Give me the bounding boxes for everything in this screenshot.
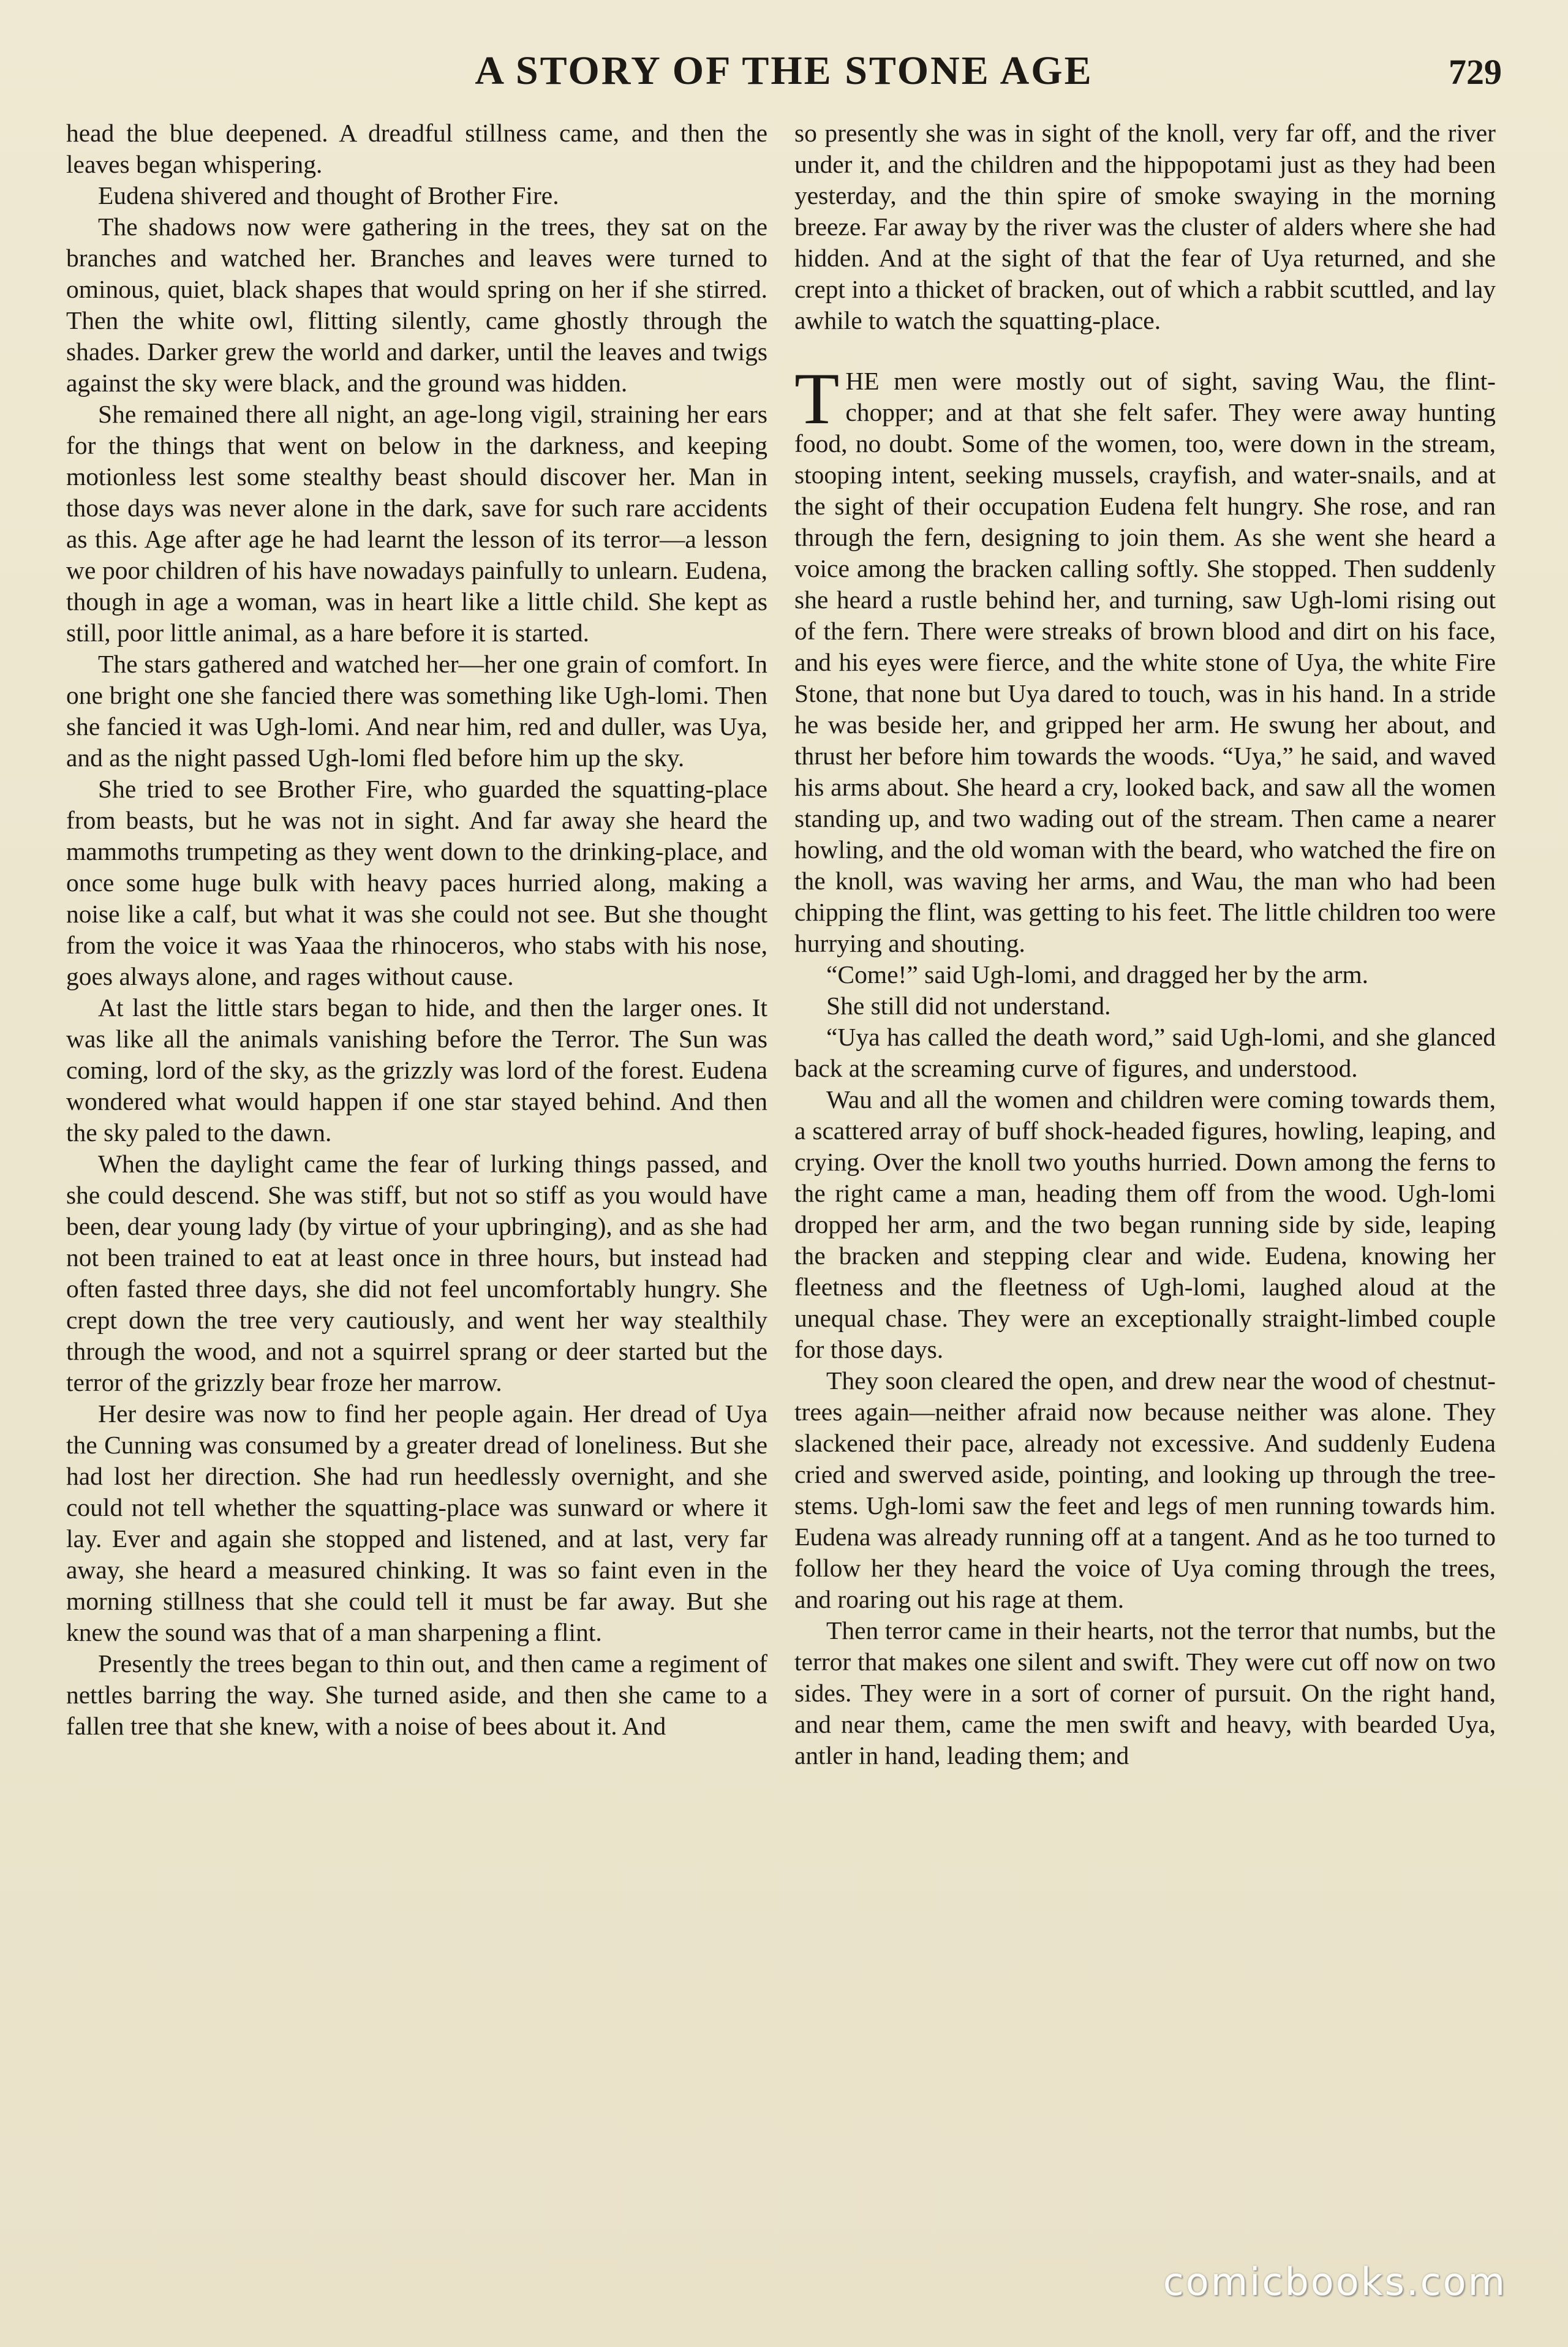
paragraph: “Come!” said Ugh-lomi, and dragged her by the arm. <box>826 960 1369 989</box>
paragraph: Then terror came in their hearts, not the terror that numbs, but the terror that makes one silent and swift. They were cut off now on two sides. They were in a sort of corner of pursuit. On the right hand, and near them, came the men swift and heavy, with bearded Uya, antler in hand, leading them; and <box>794 1616 1496 1769</box>
paragraph: At last the little stars began to hide, and then the larger ones. It was like all the animals vanishing before the Terror. The Sun was coming, lord of the sky, as the grizzly was lord of the forest. Eudena wondered what would happen if one star stayed behind. And then the sky paled to the dawn. <box>66 993 767 1147</box>
paragraph: She still did not understand. <box>826 992 1111 1020</box>
paragraph: She remained there all night, an age-long vigil, straining her ears for the things that went on below in the darkness, and keeping motionless lest some stealthy beast should discover her. Man in those days was never alone in the dark, save for such rare accidents as this. Age after age he had learnt the lesson of its terror—a lesson we poor children of his have nowadays painfully to unlearn. Eudena, though in age a woman, was in heart like a little child. She kept as still, poor little animal, as a hare before it is started. <box>66 400 767 647</box>
drop-cap: T <box>794 358 840 439</box>
paragraph: Her desire was now to find her people again. Her dread of Uya the Cunning was consumed by a greater dread of loneliness. But she had lost her direction. She had run heedlessly overnight, and she could not tell whether the squatting-place was sunward or where it lay. Ever and again she stopped and listened, and at last, very far away, she heard a measured chinking. It was so faint even in the morning stillness that she could tell it must be far away. But she knew the sound was that of a man sharpening a flint. <box>66 1400 767 1646</box>
paragraph: The shadows now were gathering in the trees, they sat on the branches and watched her. Branches and leaves were turned to ominous, quiet, black shapes that would spring on her if she stirred. Then the white owl, flitting silently, came ghostly through the shades. Darker grew the world and darker, until the leaves and twigs against the sky were black, and the ground was hidden. <box>66 213 767 397</box>
paragraph: She tried to see Brother Fire, who guarded the squatting-place from beasts, but he was not in sight. And far away she heard the mammoths trumpeting as they went down to the drinking-place, and once some huge bulk with heavy paces hurried along, making a noise like a calf, but what it was she could not see. But she thought from the voice it was Yaaa the rhinoceros, who stabs with his nose, goes always alone, and rages without cause. <box>66 775 767 990</box>
section-opening-text: HE men were mostly out of sight, saving Wau, the flint-chopper; and at that she felt safer. They were away hunting food, no doubt. Some of the women, too, were down in the stream, stooping intent, seeking mussels, crayfish, and water-snails, and at the sight of their occupation Eudena felt hungry. She rose, and ran through the fern, designing to join them. As she went she heard a voice among the bracken calling softly. She stopped. Then suddenly she heard a rustle behind her, and turning, saw Ugh-lomi rising out of the fern. There were streaks of brown blood and dirt on his face, and his eyes were fierce, and the white stone of Uya, the white Fire Stone, that none but Uya dared to touch, was in his hand. In a stride he was beside her, and gripped her arm. He swung her about, and thrust her before him towards the woods. “Uya,” he said, and waved his arms about. She heard a cry, looked back, and saw all the women standing up, and two wading out of the stream. Then came a nearer howling, and the old woman with the beard, who watched the fire on the knoll, was waving her arms, and Wau, the man who had been chipping the flint, was getting to his feet. The little children too were hurrying and shouting. <box>794 367 1496 957</box>
paragraph: Wau and all the women and children were coming towards them, a scattered array of buff shock-headed figures, howling, leaping, and crying. Over the knoll two youths hurried. Down among the ferns to the right came a man, heading them off from the wood. Ugh-lomi dropped her arm, and the two began running side by side, leaping the bracken and stepping clear and wide. Eudena, knowing her fleetness and the fleetness of Ugh-lomi, laughed aloud at the unequal chase. They were an exceptionally straight-limbed couple for those days. <box>794 1085 1496 1363</box>
paragraph: When the daylight came the fear of lurking things passed, and she could descend. She was stiff, but not so stiff as you would have been, dear young lady (by virtue of your upbringing), and as she had not been trained to eat at least once in three hours, but instead had often fasted three days, she did not feel uncomfortably hungry. She crept down the tree very cautiously, and went her way stealthily through the wood, and not a squirrel sprang or deer started but the terror of the grizzly bear froze her marrow. <box>66 1150 767 1396</box>
page-number: 729 <box>1449 52 1502 92</box>
paragraph: head the blue deepened. A dreadful stillness came, and then the leaves began whispering. <box>66 119 767 178</box>
paragraph: The stars gathered and watched her—her one grain of comfort. In one bright one she fancied there was something like Ugh-lomi. Then she fancied it was Ugh-lomi. And near him, red and duller, was Uya, and as the night passed Ugh-lomi fled before him up the sky. <box>66 650 767 772</box>
paragraph: Eudena shivered and thought of Brother Fire. <box>98 181 559 209</box>
section-opening-paragraph <box>794 358 1496 959</box>
paragraph: They soon cleared the open, and drew near the wood of chestnut-trees again—neither afraid now because neither was alone. They slackened their pace, already not excessive. And suddenly Eudena cried and swerved aside, pointing, and looking up through the tree-stems. Ugh-lomi saw the feet and legs of men running towards him. Eudena was already running off at a tangent. And as he too turned to follow her they heard the voice of Uya coming through the trees, and roaring out his rage at them. <box>794 1366 1496 1613</box>
left-column <box>66 118 767 1742</box>
paragraph: Presently the trees began to thin out, and then came a regiment of nettles barring the way. She turned aside, and then she came to a fallen tree that she knew, with a noise of bees about it. And <box>66 1649 767 1740</box>
running-title: A STORY OF THE STONE AGE <box>475 48 1093 93</box>
paragraph: so presently she was in sight of the knoll, very far off, and the river under it, and the children and the hippopotami just as they had been yesterday, and the thin spire of smoke swaying in the morning breeze. Far away by the river was the cluster of alders where she had hidden. And at the sight of that the fear of Uya returned, and she crept into a thicket of bracken, out of which a rabbit scuttled, and lay awhile to watch the squatting-place. <box>794 119 1496 334</box>
paragraph: “Uya has called the death word,” said Ugh-lomi, and she glanced back at the screaming curve of figures, and understood. <box>794 1023 1496 1082</box>
site-watermark: comicbooks.com <box>1163 2259 1507 2304</box>
right-column <box>794 118 1496 1771</box>
